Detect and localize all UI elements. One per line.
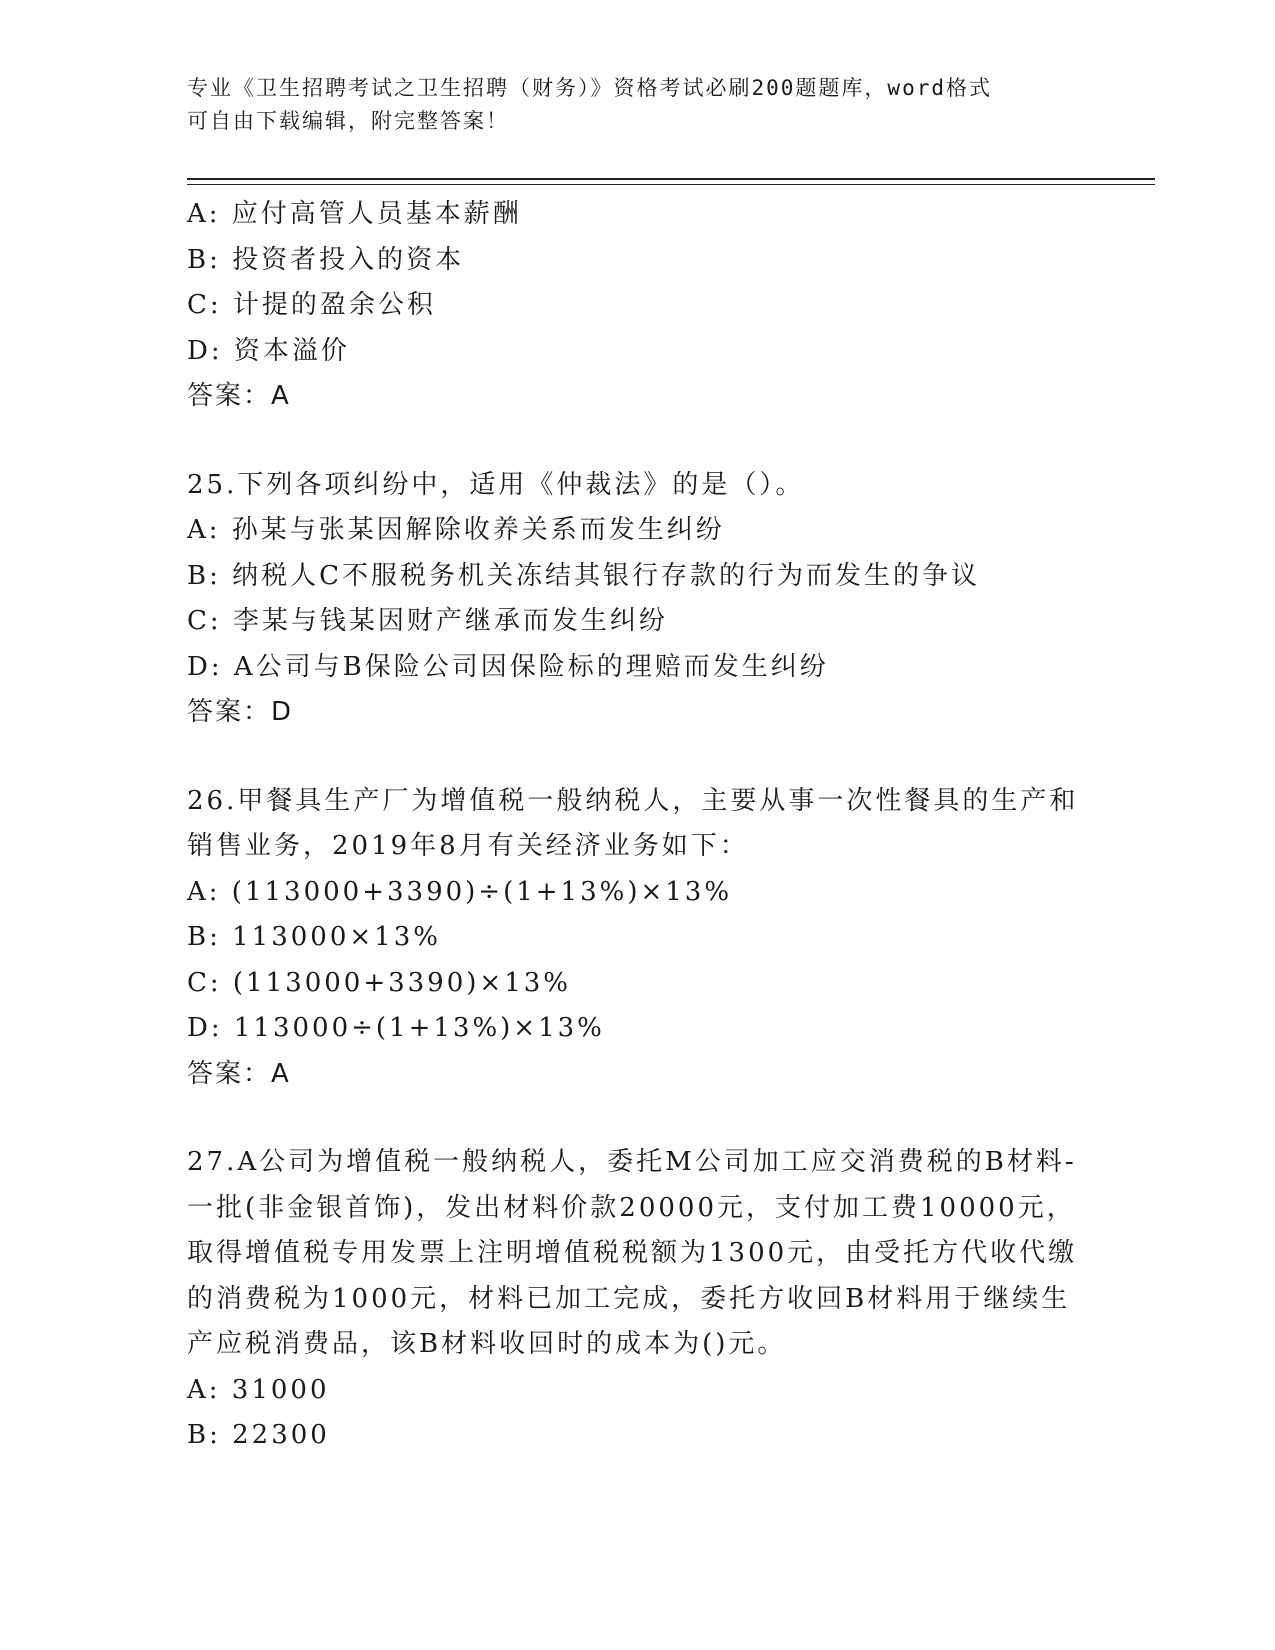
option-a: A: (113000+3390)÷(1+13%)×13%	[187, 876, 733, 907]
header-line-1: 专业《卫生招聘考试之卫生招聘（财务）》资格考试必刷200题题库，word格式	[187, 76, 992, 100]
header-rule-bottom	[187, 184, 1155, 185]
question-stem-line: 取得增值税专用发票上注明增值税税额为1300元，由受托方代收代缴	[187, 1238, 1078, 1268]
question-27	[187, 1140, 1087, 1459]
question-26	[187, 779, 1087, 1098]
answer: 答案：A	[187, 1058, 291, 1089]
option-b: B: 投资者投入的资本	[187, 244, 465, 275]
question-stem-line: 产应税消费品，该B材料收回时的成本为()元。	[187, 1329, 787, 1359]
option-a: A: 孙某与张某因解除收养关系而发生纠纷	[187, 515, 725, 545]
question-24	[187, 192, 1087, 420]
option-c: C: (113000+3390)×13%	[187, 967, 571, 998]
question-stem-line: 销售业务，2019年8月有关经济业务如下：	[187, 831, 749, 861]
question-stem: 25.下列各项纠纷中，适用《仲裁法》的是（）。	[187, 469, 805, 500]
header-rule-top	[187, 178, 1155, 180]
question-stem-line: 的消费税为1000元，材料已加工完成，委托方收回B材料用于继续生	[187, 1283, 1071, 1314]
header-line-2: 可自由下载编辑，附完整答案！	[187, 109, 509, 133]
option-c: C: 计提的盈余公积	[187, 290, 436, 320]
option-d: D: A公司与B保险公司因保险标的理赔而发生纠纷	[187, 651, 829, 682]
document-header	[187, 72, 1067, 138]
option-b: B: 113000×13%	[187, 922, 441, 952]
option-b: B: 纳税人C不服税务机关冻结其银行存款的行为而发生的争议	[187, 560, 981, 591]
option-d: D: 113000÷(1+13%)×13%	[187, 1013, 605, 1043]
answer: 答案：A	[187, 381, 291, 411]
option-b: B: 22300	[187, 1420, 330, 1450]
question-stem-line: 27.A公司为增值税一般纳税人，委托M公司加工应交消费税的B材料-	[187, 1147, 1077, 1177]
question-content	[187, 192, 1087, 1459]
question-stem-line: 一批(非金银首饰)，发出材料价款20000元，支付加工费10000元，	[187, 1192, 1076, 1223]
question-25	[187, 463, 1087, 736]
option-a: A: 应付高管人员基本薪酬	[187, 199, 522, 229]
answer: 答案：D	[187, 697, 294, 727]
question-stem-line: 26.甲餐具生产厂为增值税一般纳税人，主要从事一次性餐具的生产和	[187, 785, 1079, 816]
option-d: D: 资本溢价	[187, 335, 350, 366]
option-c: C: 李某与钱某因财产继承而发生纠纷	[187, 606, 668, 636]
option-a: A: 31000	[187, 1374, 330, 1405]
